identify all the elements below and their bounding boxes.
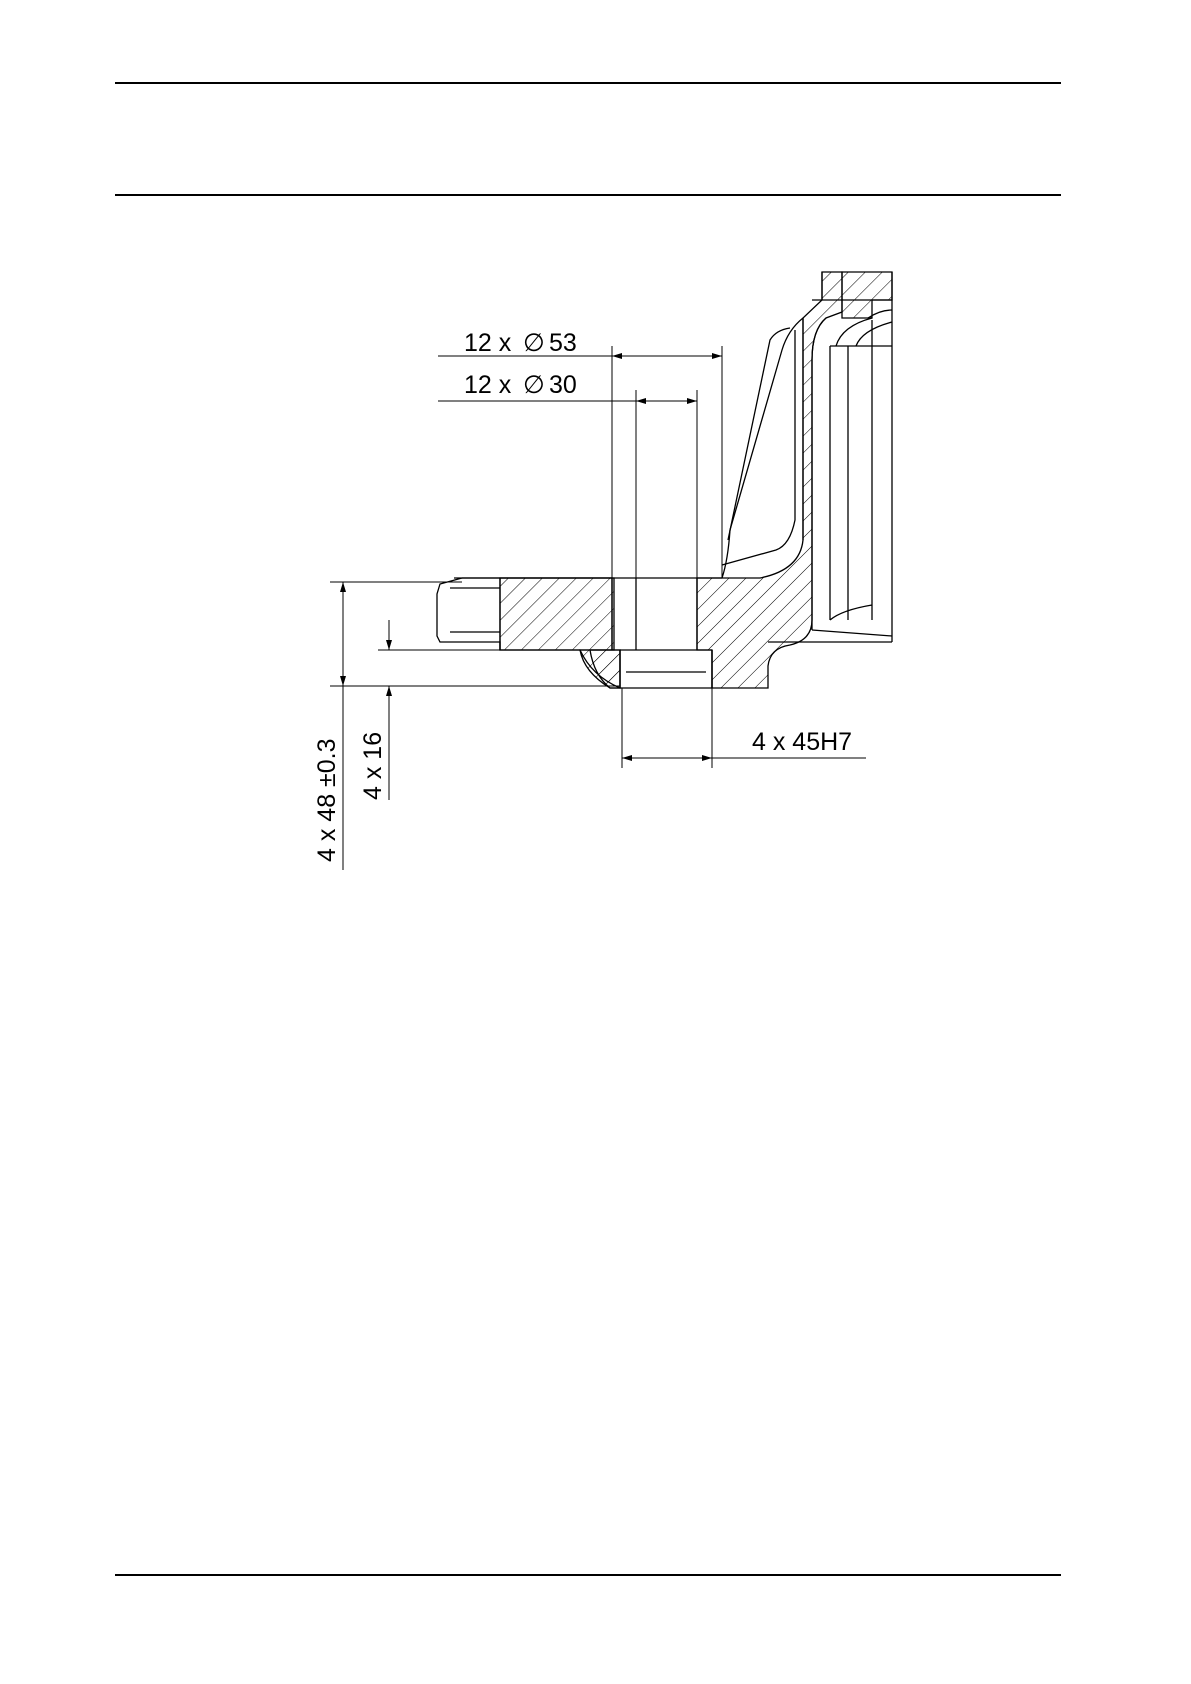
spigot-lines — [620, 650, 712, 672]
web-inner-outline — [722, 330, 795, 565]
dim-label-d53-count: 12 x — [464, 329, 512, 357]
dim-label-d45: 4 x 45H7 — [752, 728, 853, 756]
flange-left-edge — [450, 578, 500, 650]
dim-label-d30-value: 30 — [549, 371, 577, 399]
inner-cavity — [812, 318, 892, 636]
dim-label-h48: 4 x 48 ±0.3 — [313, 738, 341, 862]
diameter-symbol-d30: ∅ — [523, 371, 545, 399]
flange-section-main — [500, 578, 614, 650]
dim-label-d30-count: 12 x — [464, 371, 512, 399]
dim-label-h16: 4 x 16 — [359, 731, 387, 800]
web-taper — [728, 328, 790, 540]
web-outline — [722, 318, 803, 578]
dim-label-d53-value: 53 — [549, 329, 577, 357]
body-section-right — [697, 272, 842, 688]
diameter-symbol-d53: ∅ — [523, 329, 545, 357]
